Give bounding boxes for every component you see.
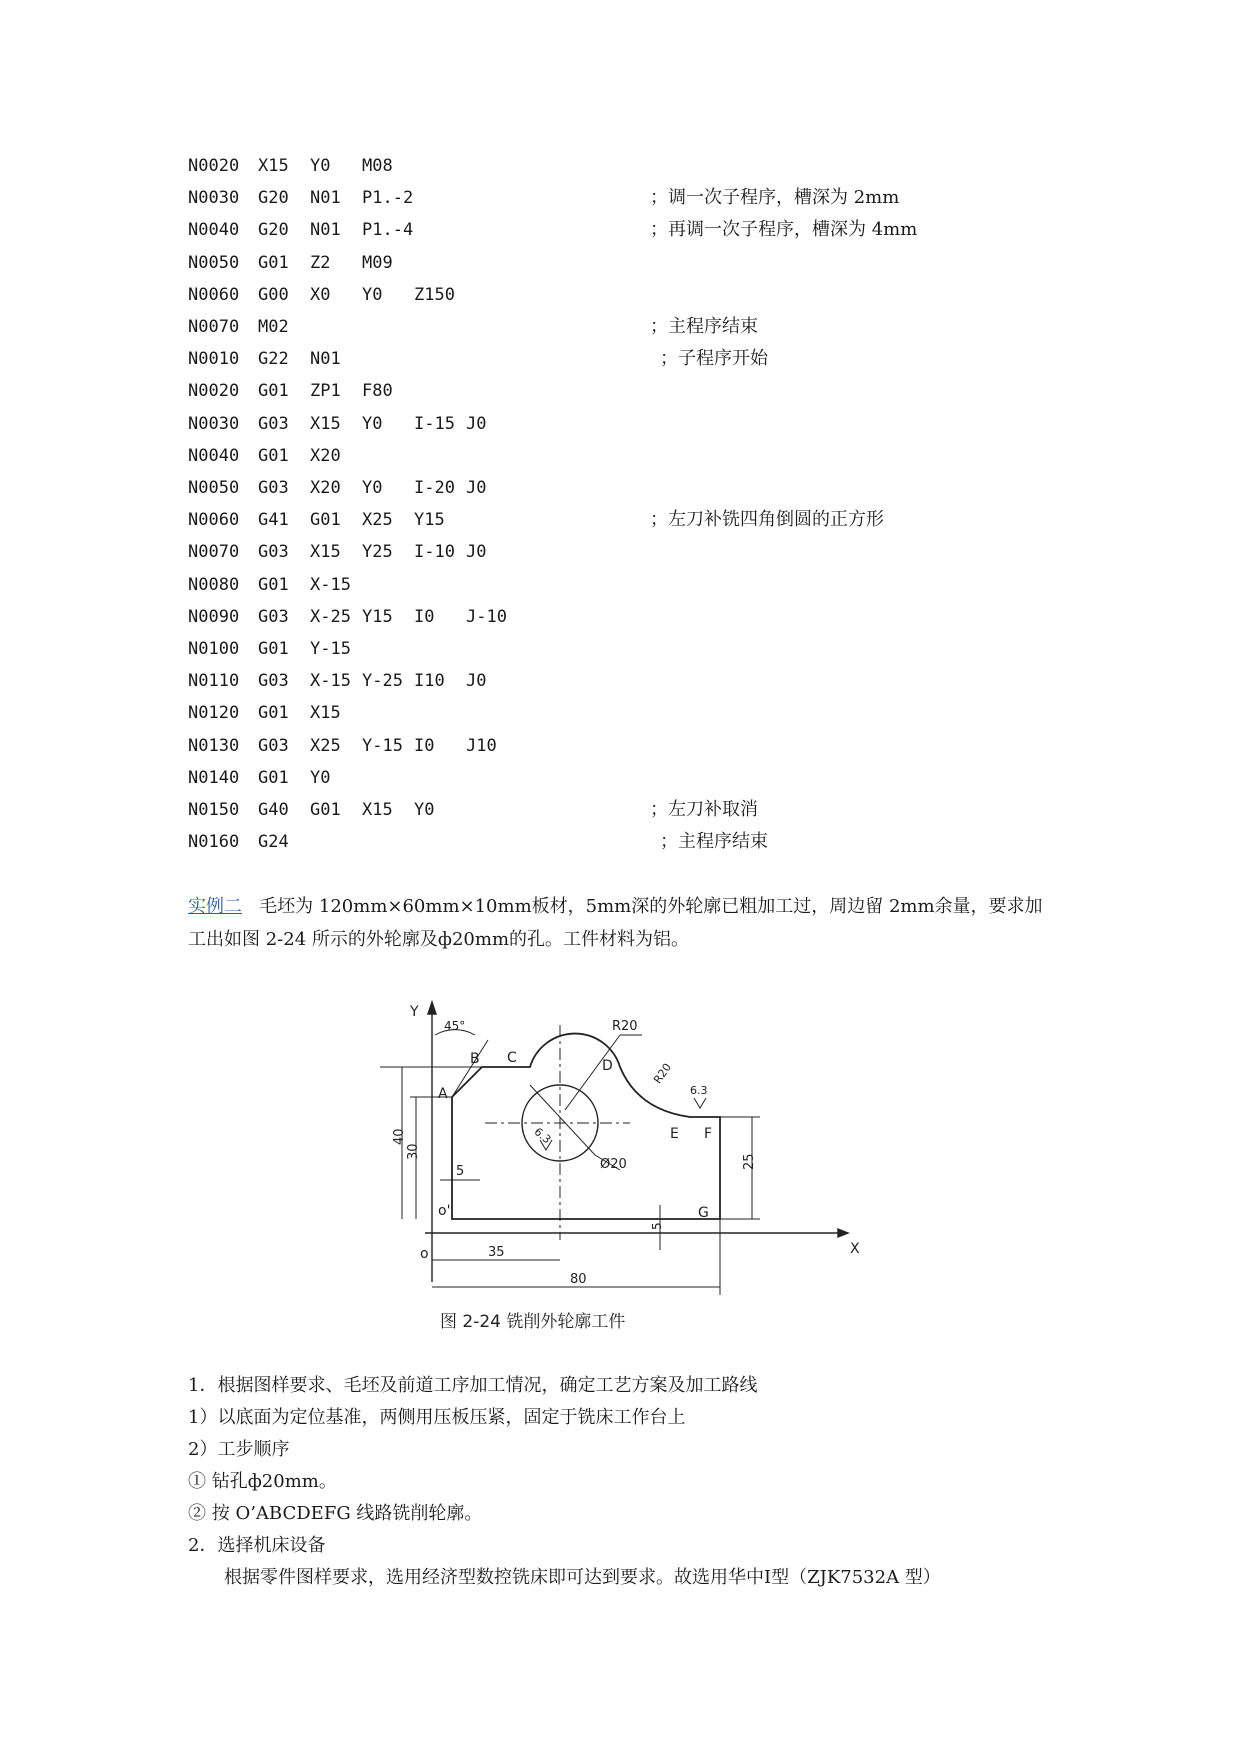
dim-35: 35	[488, 1245, 505, 1260]
code-token: G24	[258, 832, 289, 853]
code-token: G01	[310, 510, 341, 531]
code-token: X15	[310, 542, 341, 563]
code-token: P1.-2	[362, 188, 414, 209]
code-token: N0110	[188, 671, 240, 692]
rough-hole-label: 6.3	[531, 1125, 554, 1147]
code-token: J0	[466, 413, 487, 434]
code-token: Y25	[362, 542, 393, 563]
dim-80: 80	[570, 1272, 587, 1287]
point-d-label: D	[602, 1058, 613, 1074]
dim-25: 25	[742, 1153, 757, 1170]
part-outline	[452, 1034, 720, 1219]
code-token: N0090	[188, 606, 240, 627]
code-token: N0030	[188, 188, 240, 209]
code-token: N0020	[188, 156, 240, 176]
code-token: Y15	[414, 510, 445, 531]
code-token: Y-25	[362, 671, 403, 692]
point-f-label: F	[704, 1126, 713, 1142]
r20-arc-label: R20	[651, 1060, 675, 1087]
code-token: X15	[310, 413, 341, 434]
code-token: N0020	[188, 381, 240, 402]
code-token: N0150	[188, 800, 240, 820]
step-line: 2）工步顺序	[188, 1439, 290, 1460]
code-token: G41	[258, 510, 289, 531]
point-e-label: E	[670, 1126, 679, 1142]
code-token: G00	[258, 284, 289, 305]
code-token: G01	[258, 445, 289, 466]
figure-2-24	[380, 990, 860, 1340]
code-token: G01	[258, 703, 289, 724]
code-token: X-15	[310, 671, 351, 692]
code-token: G03	[258, 671, 289, 692]
angle-label: 45°	[444, 1019, 466, 1033]
code-token: Z2	[310, 252, 331, 273]
code-token: I0	[414, 735, 435, 756]
code-token: M02	[258, 317, 289, 337]
code-token: N0080	[188, 574, 240, 595]
dim-40: 40	[392, 1128, 407, 1145]
code-token: X15	[362, 800, 393, 820]
code-token: N0120	[188, 703, 240, 724]
step-line: 1）以底面为定位基准，两侧用压板压紧，固定于铣床工作台上	[188, 1407, 686, 1428]
code-token: G01	[258, 381, 289, 402]
code-token: G01	[258, 767, 289, 788]
code-token: ZP1	[310, 381, 341, 402]
example-paragraph	[188, 890, 1060, 956]
code-token: J0	[466, 478, 487, 498]
code-token: X25	[362, 510, 393, 531]
code-token: J-10	[466, 606, 507, 627]
code-token: X20	[310, 478, 341, 498]
code-token: G22	[258, 349, 289, 370]
origin-label: o	[420, 1246, 429, 1262]
code-token: N0140	[188, 767, 240, 788]
code-comment: ；子程序开始	[660, 348, 768, 370]
code-token: G20	[258, 188, 289, 209]
code-token: G20	[258, 220, 289, 241]
code-token: G03	[258, 606, 289, 627]
code-token: N0050	[188, 478, 240, 498]
origin-prime-label: o'	[438, 1203, 451, 1219]
code-token: F80	[362, 381, 393, 402]
x-axis-arrow	[838, 1229, 848, 1237]
code-token: X20	[310, 445, 341, 466]
code-token: Y-15	[362, 735, 403, 756]
code-token: X15	[258, 156, 289, 176]
code-token: X-25	[310, 606, 351, 627]
code-token: Y0	[362, 284, 383, 305]
code-token: Y15	[362, 606, 393, 627]
code-token: N0160	[188, 832, 240, 853]
code-token: Z150	[414, 284, 455, 305]
code-token: I-10	[414, 542, 455, 563]
code-token: Y0	[310, 156, 331, 176]
code-token: I-15	[414, 413, 455, 434]
code-token: N0060	[188, 284, 240, 305]
code-token: M08	[362, 156, 393, 176]
step-line: ② 按 O’ABCDEFG 线路铣削轮廓。	[188, 1503, 483, 1524]
code-comment: ；左刀补取消	[650, 799, 758, 820]
point-c-label: C	[507, 1050, 517, 1066]
code-token: G03	[258, 478, 289, 498]
code-token: G01	[258, 639, 289, 659]
code-token: N0100	[188, 639, 240, 659]
point-a-label: A	[438, 1086, 448, 1102]
code-token: P1.-4	[362, 220, 414, 241]
y-axis-label: Y	[410, 1004, 419, 1020]
r20-label: R20	[612, 1019, 638, 1034]
figure-caption: 图 2-24 铣削外轮廓工件	[440, 1312, 626, 1332]
code-comment: ；调一次子程序，槽深为 2mm	[650, 187, 900, 209]
y-axis-arrow	[428, 1002, 436, 1014]
code-token: Y0	[362, 478, 383, 498]
x-axis-label: X	[850, 1241, 860, 1257]
code-comment: ；再调一次子程序，槽深为 4mm	[650, 219, 918, 241]
code-token: X15	[310, 703, 341, 724]
code-token: X25	[310, 735, 341, 756]
code-token: J0	[466, 542, 487, 563]
code-token: G40	[258, 800, 289, 820]
code-token: X0	[310, 284, 331, 305]
code-token: G01	[258, 574, 289, 595]
code-token: G03	[258, 542, 289, 563]
code-token: N01	[310, 349, 341, 370]
code-token: Y-15	[310, 639, 351, 659]
code-token: J10	[466, 735, 497, 756]
code-token: N0040	[188, 445, 240, 466]
rough-top-label: 6.3	[690, 1084, 708, 1097]
code-token: Y0	[414, 800, 435, 820]
code-token: I10	[414, 671, 445, 692]
code-comment: ；主程序结束	[650, 316, 758, 337]
code-token: N0060	[188, 510, 240, 531]
code-token: N0070	[188, 317, 240, 337]
code-comment: ；左刀补铣四角倒圆的正方形	[650, 509, 884, 531]
part-drawing	[380, 990, 860, 1340]
code-token: N0010	[188, 349, 240, 370]
example-link[interactable]: 实例二	[188, 896, 242, 917]
dim-5-left: 5	[456, 1164, 465, 1179]
code-token: I0	[414, 606, 435, 627]
code-token: J0	[466, 671, 487, 692]
code-token: N0130	[188, 735, 240, 756]
code-token: M09	[362, 252, 393, 273]
code-token: N0050	[188, 252, 240, 273]
step-line: 2．选择机床设备	[188, 1535, 326, 1556]
code-comment: ；主程序结束	[660, 831, 768, 853]
code-token: N0040	[188, 220, 240, 241]
dia20-label: Ø20	[600, 1157, 627, 1172]
dim-30: 30	[406, 1143, 421, 1160]
step-line: ① 钻孔ф20mm。	[188, 1471, 337, 1492]
code-token: G03	[258, 735, 289, 756]
code-token: G01	[258, 252, 289, 273]
code-token: Y0	[362, 413, 383, 434]
code-token: N01	[310, 220, 341, 241]
point-b-label: B	[470, 1051, 480, 1067]
code-token: G01	[310, 800, 341, 820]
code-token: I-20	[414, 478, 455, 498]
point-g-label: G	[698, 1205, 709, 1221]
step-line: 1．根据图样要求、毛坯及前道工序加工情况，确定工艺方案及加工路线	[188, 1375, 758, 1396]
dim-5-right: 5	[650, 1222, 664, 1230]
code-token: X-15	[310, 574, 351, 595]
code-token: N01	[310, 188, 341, 209]
code-token: N0070	[188, 542, 240, 563]
example-text: 毛坯为 120mm×60mm×10mm板材，5mm深的外轮廓已粗加工过，周边留 2mm余量，要求加工出如图 2-24 所示的外轮廓及ф20mm的孔。工件材料为铝。	[188, 896, 1043, 950]
code-token: Y0	[310, 767, 331, 788]
step-line: 根据零件图样要求，选用经济型数控铣床即可达到要求。故选用华中Ⅰ型（ZJK7532A 型）	[188, 1567, 941, 1588]
code-token: N0030	[188, 413, 240, 434]
code-token: G03	[258, 413, 289, 434]
